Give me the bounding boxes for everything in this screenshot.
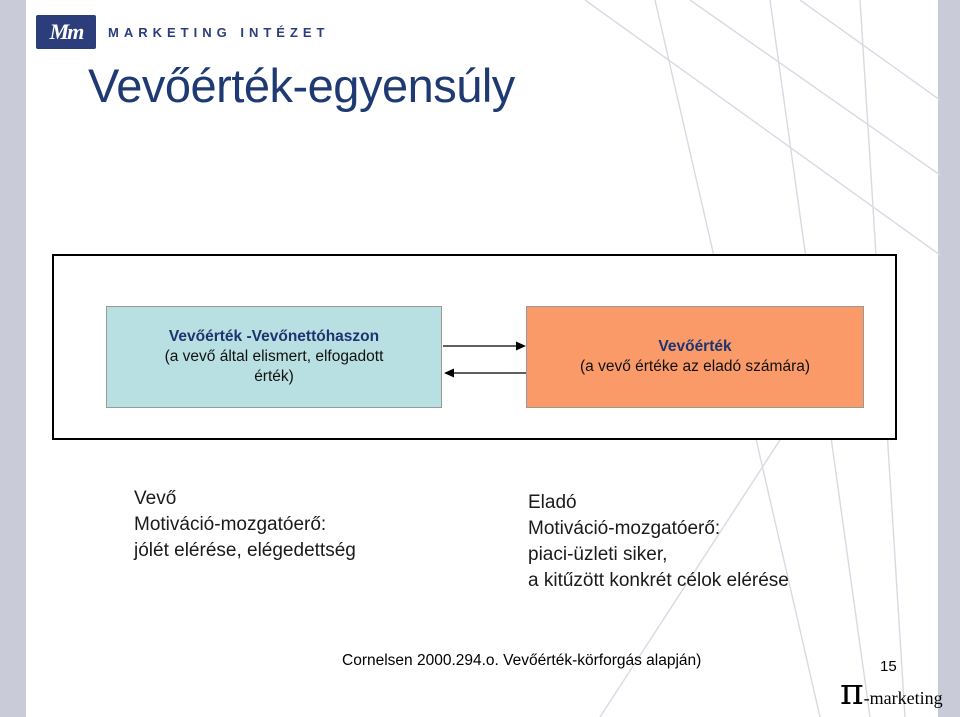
arrow-left [444, 369, 526, 378]
brand-word: -marketing [863, 688, 943, 708]
value-to-seller-heading: Vevőérték [658, 338, 732, 355]
buyer-motivation-label: Motiváció-mozgatóerő: [134, 514, 327, 535]
buyer-motivation-block [134, 486, 356, 564]
bidirectional-arrows [440, 340, 530, 380]
logo-mark: Mm [36, 15, 96, 49]
seller-motivation-1: piaci-üzleti siker, [528, 544, 668, 565]
pi-marketing-brand [840, 672, 943, 713]
customer-value-line-1: (a vevő által elismert, elfogadott [164, 348, 384, 365]
customer-value-box [106, 306, 442, 408]
logo-text: MARKETING INTÉZET [108, 24, 330, 40]
seller-label: Eladó [528, 492, 577, 513]
customer-value-line-2: érték) [254, 368, 294, 385]
buyer-motivation: jólét elérése, elégedettség [134, 540, 356, 561]
page-number: 15 [880, 658, 897, 675]
page-title: Vevőérték-egyensúly [88, 59, 515, 112]
pi-symbol: π [840, 672, 864, 713]
institute-logo [36, 15, 330, 49]
seller-motivation-block [528, 490, 789, 594]
value-to-seller-line-1: (a vevő értéke az eladó számára) [579, 358, 811, 375]
value-to-seller-box [526, 306, 864, 408]
buyer-label: Vevő [134, 488, 177, 509]
seller-motivation-label: Motiváció-mozgatóerő: [528, 518, 721, 539]
arrow-right [443, 342, 526, 351]
seller-motivation-2: a kitűzött konkrét célok elérése [528, 570, 789, 591]
source-citation: Cornelsen 2000.294.o. Vevőérték-körforgás alapján) [342, 652, 702, 669]
customer-value-heading: Vevőérték -Vevőnettóhaszon [168, 328, 380, 345]
